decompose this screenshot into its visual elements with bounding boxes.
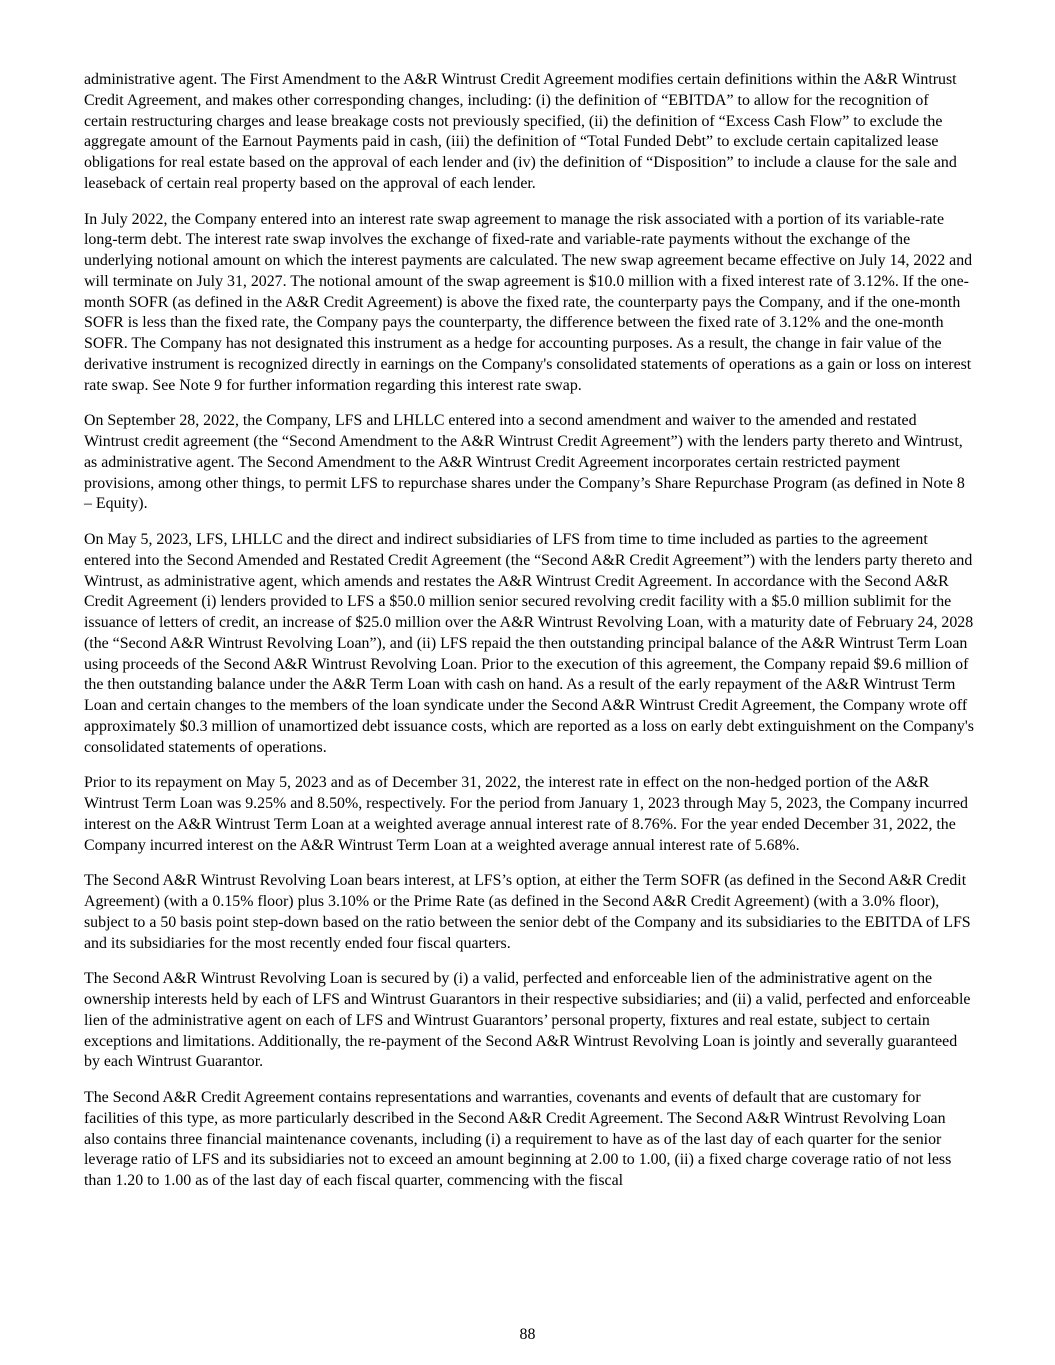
paragraph-revolving-loan-security: The Second A&R Wintrust Revolving Loan is secured by (i) a valid, perfected and enforceable lien of the administrative agent on the ownership interests held by each of LFS and Wintrust Guarantors in their respective subsidiaries; and (ii) a valid, perfected and enforceable lien of the administrative agent on each of LFS and Wintrust Guarantors’ personal property, fixtures and real estate, subject to certain exceptions and limitations. Additionally, the re-payment of the Second A&R Wintrust Revolving Loan is jointly and severally guaranteed by each Wintrust Guarantor. bbox=[84, 970, 971, 1071]
paragraph-first-amendment-definitions: administrative agent. The First Amendment to the A&R Wintrust Credit Agreement modifies certain definitions within the A&R Wintrust Credit Agreement, and makes other corresponding changes, including: (i) the definition of “EBITDA” to allow for the recognition of certain restructuring charges and lease breakage costs not previously specified, (ii) the definition of “Excess Cash Flow” to exclude the aggregate amount of the Earnout Payments paid in cash, (iii) the definition of “Total Funded Debt” to exclude certain capitalized lease obligations for real estate based on the approval of each lender and (iv) the definition of “Disposition” to include a clause for the sale and leaseback of certain real property based on the approval of each lender. bbox=[84, 71, 957, 192]
document-body bbox=[84, 70, 974, 1207]
paragraph-second-ar-credit-agreement: On May 5, 2023, LFS, LHLLC and the direct and indirect subsidiaries of LFS from time to time included as parties to the agreement entered into the Second Amended and Restated Credit Agreement (the “Second A&R Credit Agreement”) with the lenders party thereto and Wintrust, as administrative agent, which amends and restates the A&R Wintrust Credit Agreement. In accordance with the Second A&R Credit Agreement (i) lenders provided to LFS a $50.0 million senior secured revolving credit facility with a $5.0 million sublimit for the issuance of letters of credit, an increase of $25.0 million over the A&R Wintrust Revolving Loan, with a maturity date of February 24, 2028 (the “Second A&R Wintrust Revolving Loan”), and (ii) LFS repaid the then outstanding principal balance of the A&R Wintrust Term Loan using proceeds of the Second A&R Wintrust Revolving Loan. Prior to the execution of this agreement, the Company repaid $9.6 million of the then outstanding balance under the A&R Term Loan with cash on hand. As a result of the early repayment of the A&R Wintrust Term Loan and certain changes to the members of the loan syndicate under the Second A&R Wintrust Credit Agreement, the Company wrote off approximately $0.3 million of unamortized debt issuance costs, which are reported as a loss on early debt extinguishment on the Company's consolidated statements of operations. bbox=[84, 531, 974, 756]
paragraph-term-loan-interest-rate: Prior to its repayment on May 5, 2023 and as of December 31, 2022, the interest rate in effect on the non-hedged portion of the A&R Wintrust Term Loan was 9.25% and 8.50%, respectively. For the period from January 1, 2023 through May 5, 2023, the Company incurred interest on the A&R Wintrust Term Loan at a weighted average annual interest rate of 8.76%. For the year ended December 31, 2022, the Company incurred interest on the A&R Wintrust Term Loan at a weighted average annual interest rate of 5.68%. bbox=[84, 774, 968, 854]
page-number: 88 bbox=[519, 1326, 536, 1343]
paragraph-covenants: The Second A&R Credit Agreement contains representations and warranties, covenants and events of default that are customary for facilities of this type, as more particularly described in the Second A&R Credit Agreement. The Second A&R Wintrust Revolving Loan also contains three financial maintenance covenants, including (i) a requirement to have as of the last day of each quarter for the senior leverage ratio of LFS and its subsidiaries not to exceed an amount beginning at 2.00 to 1.00, (ii) a fixed charge coverage ratio of not less than 1.20 to 1.00 as of the last day of each fiscal quarter, commencing with the fiscal bbox=[84, 1089, 952, 1189]
paragraph-interest-rate-swap: In July 2022, the Company entered into an interest rate swap agreement to manage the risk associated with a portion of its variable-rate long-term debt. The interest rate swap involves the exchange of fixed-rate and variable-rate payments without the exchange of the underlying notional amount on which the interest payments are calculated. The new swap agreement became effective on July 14, 2022 and will terminate on July 31, 2027. The notional amount of the swap agreement is $10.0 million with a fixed interest rate of 3.12%. If the one-month SOFR (as defined in the A&R Credit Agreement) is above the fixed rate, the counterparty pays the Company, and if the one-month SOFR is less than the fixed rate, the Company pays the counterparty, the difference between the fixed rate of 3.12% and the one-month SOFR. The Company has not designated this instrument as a hedge for accounting purposes. As a result, the change in fair value of the derivative instrument is recognized directly in earnings on the Company's consolidated statements of operations as a gain or loss on interest rate swap. See Note 9 for further information regarding this interest rate swap. bbox=[84, 210, 973, 394]
paragraph-revolving-loan-interest: The Second A&R Wintrust Revolving Loan bears interest, at LFS’s option, at either the Term SOFR (as defined in the Second A&R Credit Agreement) (with a 0.15% floor) plus 3.10% or the Prime Rate (as defined in the Second A&R Credit Agreement) (with a 3.0% floor), subject to a 50 basis point step-down based on the ratio between the senior debt of the Company and its subsidiaries to the EBITDA of LFS and its subsidiaries for the most recently ended four fiscal quarters. bbox=[84, 872, 971, 952]
paragraph-second-amendment: On September 28, 2022, the Company, LFS and LHLLC entered into a second amendment and waiver to the amended and restated Wintrust credit agreement (the “Second Amendment to the A&R Wintrust Credit Agreement”) with the lenders party thereto and Wintrust, as administrative agent. The Second Amendment to the A&R Wintrust Credit Agreement incorporates certain restricted payment provisions, among other things, to permit LFS to repurchase shares under the Company’s Share Repurchase Program (as defined in Note 8 – Equity). bbox=[84, 412, 965, 513]
